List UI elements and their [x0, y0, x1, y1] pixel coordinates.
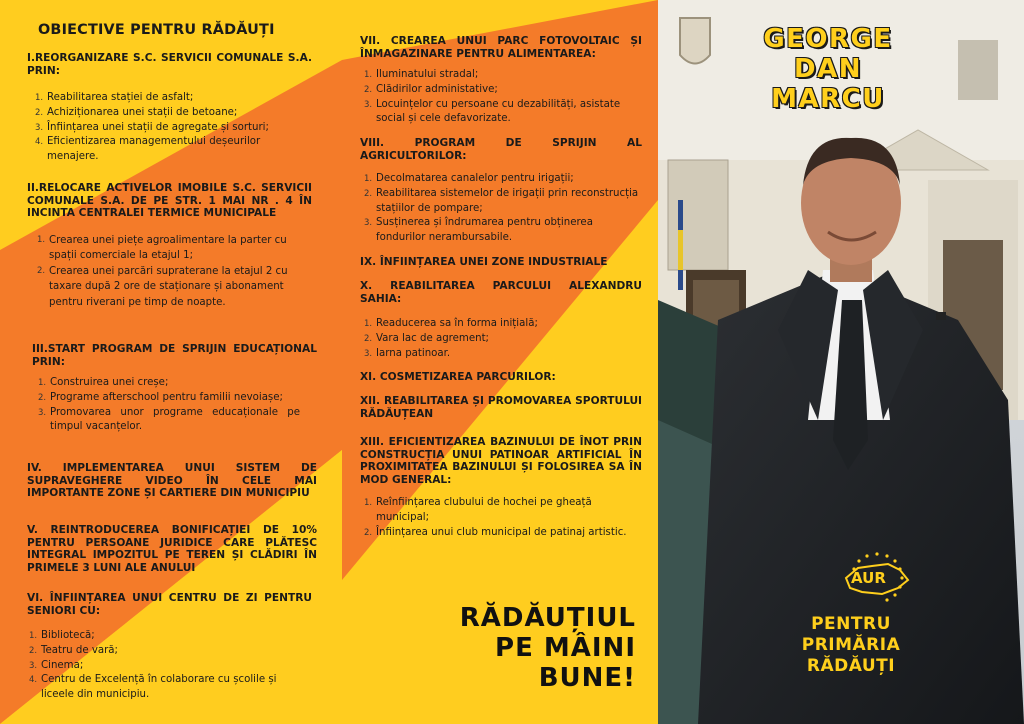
- left-panel: [0, 0, 342, 724]
- section-list: [364, 172, 642, 246]
- slogan-line: PE MÂINI: [495, 633, 636, 663]
- list-item: 1. Readucerea sa în forma inițială;: [364, 318, 538, 329]
- section-list: [364, 496, 642, 540]
- name-line: MARCU: [771, 84, 885, 114]
- section-heading: VI. ÎNFIINȚAREA UNUI CENTRU DE ZI PENTRU SENIORI CU:: [27, 592, 312, 617]
- party-logo-text: AUR: [851, 569, 886, 587]
- list-item: 1. Reabilitarea stației de asfalt;: [35, 92, 194, 103]
- list-item: 3. Promovarea unor programe educaționale pe timpul vacanțelor.: [38, 406, 300, 433]
- slogan-line: RĂDĂUȚIUL: [459, 603, 636, 633]
- section-list: [35, 91, 312, 165]
- section-3: [32, 343, 317, 435]
- section-9: [360, 256, 642, 269]
- section-heading: VIII. PROGRAM DE SPRIJIN AL AGRICULTORILOR:: [360, 137, 642, 162]
- slogan-line: BUNE!: [538, 663, 636, 693]
- list-item: 2. Înființarea unui club municipal de patinaj artistic.: [364, 526, 627, 538]
- list-item: 1. Decolmatarea canalelor pentru irigații;: [364, 173, 574, 184]
- subtitle-line: RĂDĂUȚI: [806, 656, 896, 676]
- subtitle-line: PRIMĂRIA: [801, 635, 901, 655]
- section-11: [360, 371, 642, 384]
- list-item: 3. Susținerea și îndrumarea pentru obținerea fondurilor nerambursabile.: [364, 217, 593, 244]
- list-item: 2. Clădirilor administative;: [364, 83, 498, 95]
- list-item: 1. Iluminatului stradal;: [364, 69, 479, 80]
- section-heading: XI. COSMETIZAREA PARCURILOR:: [360, 371, 556, 383]
- list-item: 1. Bibliotecă;: [29, 630, 95, 641]
- section-list: [38, 376, 300, 435]
- name-line: GEORGE: [763, 24, 893, 54]
- list-item: 3. Înființarea unei stații de agregate și sorturi;: [35, 121, 269, 133]
- list-item: 2. Reabilitarea sistemelor de irigații prin reconstrucția stațiilor de pompare;: [364, 187, 639, 214]
- section-6: [27, 592, 312, 703]
- list-item: 2. Programe afterschool pentru familii nevoiașe;: [38, 391, 283, 403]
- list-item: 3. Cinema;: [29, 659, 84, 671]
- section-10: [360, 280, 642, 361]
- section-heading: XIII. EFICIENTIZAREA BAZINULUI DE ÎNOT PRIN CONSTRUCȚIA UNUI PATINOAR ARTIFICIAL ÎN PROXIMITATEA BAZINULUI ȘI FOLOSIREA SA ÎN MOD GENERAL:: [360, 436, 642, 486]
- objectives-title: OBIECTIVE PENTRU RĂDĂUȚI: [38, 22, 275, 38]
- section-heading: XII. REABILITAREA ȘI PROMOVAREA SPORTULUI RĂDĂUȚEAN: [360, 395, 642, 420]
- section-heading: V. REINTRODUCEREA BONIFICAȚIEI DE 10% PENTRU PERSOANE JURIDICE CARE PLĂTESC INTEGRAL IMPOZITUL PE TEREN ȘI CLĂDIRI ÎN PRIMELE 3 LUNI ALE ANULUI: [27, 524, 317, 574]
- section-heading: IX. ÎNFIINȚAREA UNEI ZONE INDUSTRIALE: [360, 256, 608, 268]
- section-list: [37, 233, 304, 311]
- list-item: 2. Crearea unei parcări supraterane la etajul 2 cu taxare după 2 ore de staționare și abonament pentru riverani pe timp de noapte.: [37, 265, 288, 308]
- list-item: 2. Teatru de vară;: [29, 644, 118, 656]
- section-heading: IV. IMPLEMENTAREA UNUI SISTEM DE SUPRAVEGHERE VIDEO ÎN CELE MAI IMPORTANTE ZONE ȘI CARTIERE DIN MUNICIPIU: [27, 462, 317, 499]
- list-item: 3. Locuințelor cu persoane cu dezabilități, asistate social și cele defavorizate.: [364, 98, 621, 125]
- section-12: [360, 395, 642, 420]
- section-13: [360, 436, 642, 540]
- section-4: [27, 462, 317, 500]
- name-line: DAN: [794, 54, 862, 84]
- candidate-name: [728, 24, 928, 114]
- right-panel: [658, 0, 1024, 724]
- section-heading: I.REORGANIZARE S.C. SERVICII COMUNALE S.A. PRIN:: [27, 52, 312, 77]
- section-7: [360, 35, 642, 127]
- list-item: 2. Achiziționarea unei stații de betoane;: [35, 106, 238, 118]
- candidacy-subtitle: [786, 614, 916, 677]
- list-item: 1. Reînființarea clubului de hochei pe gheață municipal;: [364, 497, 592, 523]
- section-heading: III.START PROGRAM DE SPRIJIN EDUCAȚIONAL PRIN:: [32, 343, 317, 368]
- section-2: [27, 182, 312, 310]
- section-heading: VII. CREAREA UNUI PARC FOTOVOLTAIC ȘI ÎNMAGAZINARE PENTRU ALIMENTAREA:: [360, 35, 642, 60]
- list-item: 3. Iarna patinoar.: [364, 347, 451, 359]
- section-list: [364, 68, 642, 127]
- section-8: [360, 137, 642, 246]
- section-5: [27, 524, 317, 574]
- section-list: [364, 317, 642, 361]
- list-item: 4. Centru de Excelență în colaborare cu școlile și liceele din municipiu.: [29, 674, 277, 701]
- middle-panel: [342, 0, 658, 724]
- section-heading: II.RELOCARE ACTIVELOR IMOBILE S.C. SERVICII COMUNALE S.A. DE PE STR. 1 MAI NR . 4 ÎN INCINTA CENTRALEI TERMICE MUNICIPALE: [27, 182, 312, 219]
- section-list: [29, 629, 291, 703]
- list-item: 4. Eficientizarea managementului deșeurilor menajere.: [35, 136, 261, 163]
- section-heading: X. REABILITAREA PARCULUI ALEXANDRU SAHIA:: [360, 280, 642, 305]
- list-item: 2. Vara lac de agrement;: [364, 332, 489, 344]
- campaign-slogan: [460, 603, 636, 693]
- section-1: [27, 52, 312, 165]
- list-item: 1. Crearea unei piețe agroalimentare la parter cu spații comerciale la etajul 1;: [37, 234, 287, 261]
- subtitle-line: PENTRU: [811, 614, 891, 634]
- list-item: 1. Construirea unei creșe;: [38, 377, 169, 388]
